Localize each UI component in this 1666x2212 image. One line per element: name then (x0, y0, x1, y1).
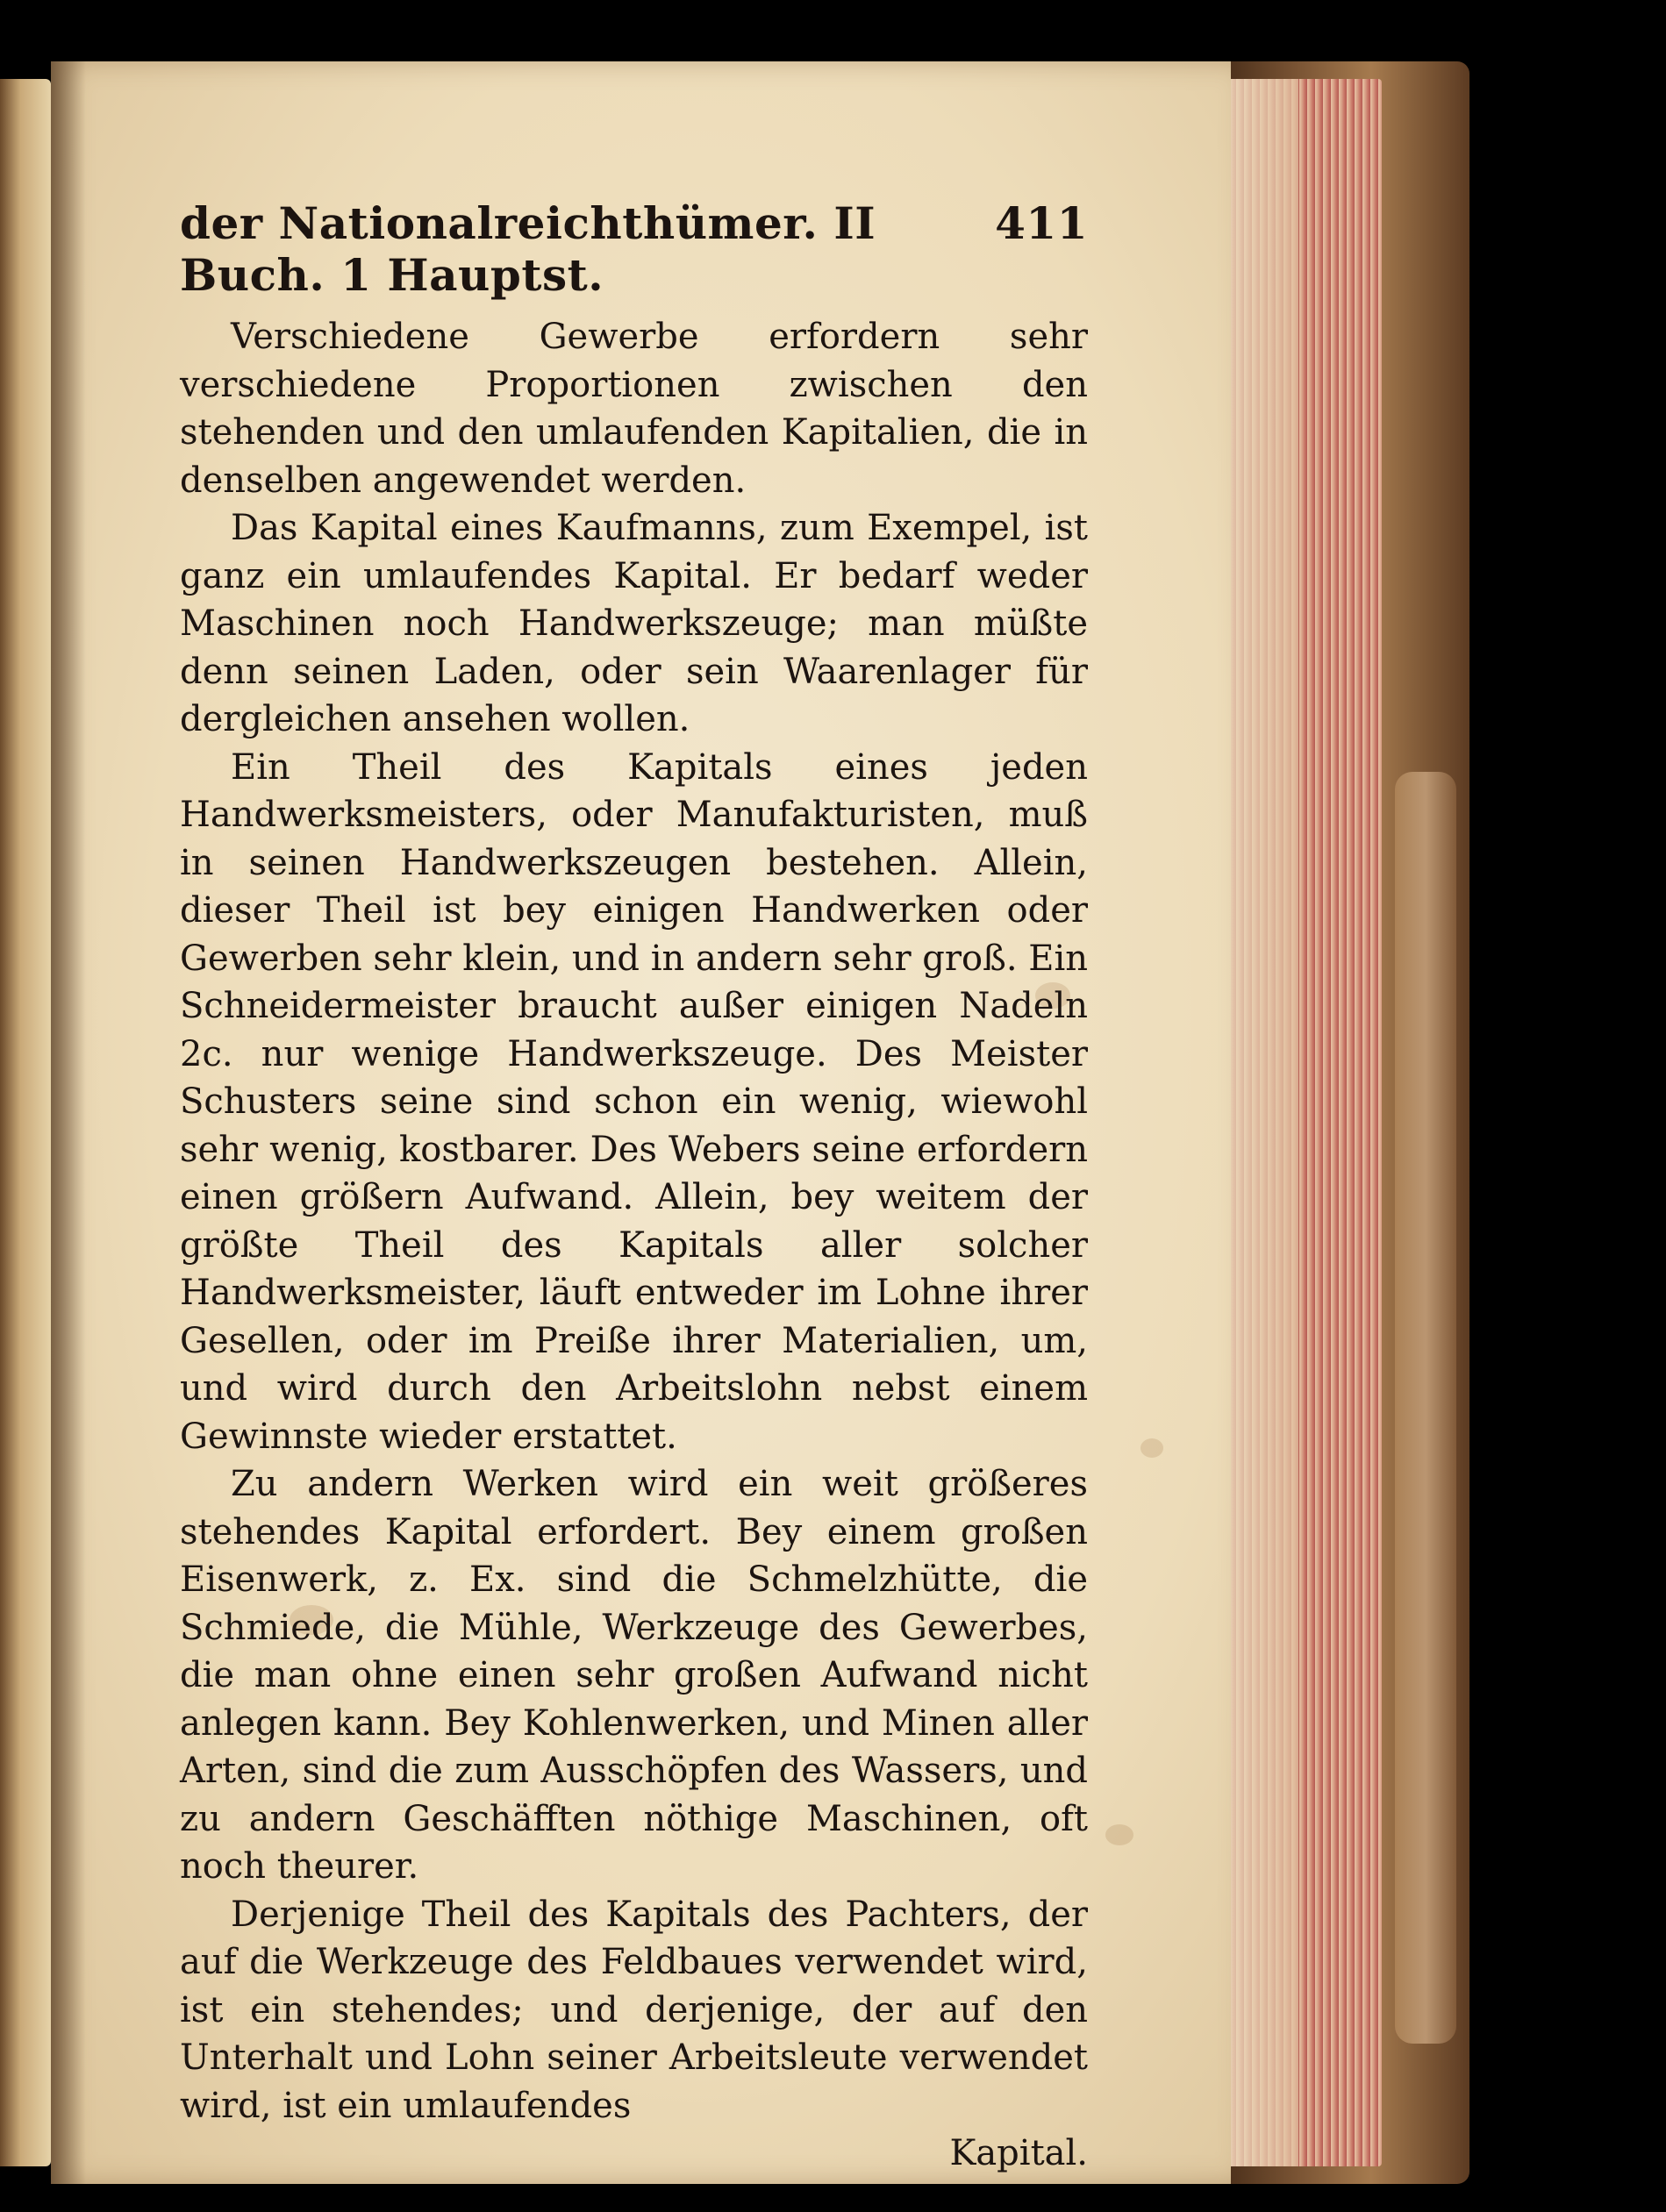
paragraph-final-word: Kapital. (949, 2133, 1088, 2173)
page-number: 411 (995, 197, 1088, 249)
paragraph: Derjenige Theil des Kapitals des Pachters, der auf die Werkzeuge des Feldbaues verwendet wird, ist ein stehendes; und derjenige, der auf den Unterhalt und Lohn seiner Arbeitsleute verwendet wird, ist ein umlaufendes (180, 1894, 1088, 2126)
paragraph: Ein Theil des Kapitals eines jeden Handwerksmeisters, oder Manufakturisten, muß in seinen Handwerkszeugen bestehen. Allein, dieser Theil ist bey einigen Handwerken oder Gewerben sehr klein, und in andern sehr groß. Ein Schneidermeister braucht außer einigen Nadeln 2c. nur wenige Handwerkszeuge. Des Meister Schusters seine sind schon ein wenig, wiewohl sehr wenig, kostbarer. Des Webers seine erfordern einen größern Aufwand. Allein, bey weitem der größte Theil des Kapitals aller solcher Handwerksmeister, läuft entweder im Lohne ihrer Gesellen, oder im Preiße ihrer Materialien, um, und wird durch den Arbeitslohn nebst einem Gewinnste wieder erstattet. (180, 746, 1088, 1457)
foxing-spot (1140, 1438, 1163, 1458)
paragraph: Zu andern Werken wird ein weit größeres stehendes Kapital erfordert. Bey einem großen Eisenwerk, z. Ex. sind die Schmelzhütte, die Schmiede, die Mühle, Werkzeuge des Gewerbes, die man ohne einen sehr großen Aufwand nicht anlegen kann. Bey Kohlenwerken, und Minen aller Arten, sind die zum Ausschöpfen des Wassers, und zu andern Geschäfften nöthige Maschinen, oft noch theurer. (180, 1464, 1088, 1887)
page-text (180, 197, 1088, 2178)
page-block-inner (1228, 79, 1298, 2166)
facing-page-edge (0, 79, 51, 2166)
cover-wear (1395, 772, 1456, 2044)
paragraph: Verschiedene Gewerbe erfordern sehr verschiedene Proportionen zwischen den stehenden und den umlaufenden Kapitalien, die in denselben angewendet werden. (180, 317, 1088, 501)
running-header (180, 197, 1088, 301)
paragraph: Das Kapital eines Kaufmanns, zum Exempel, ist ganz ein umlaufendes Kapital. Er bedarf weder Maschinen noch Handwerkszeuge; man müßte denn seinen Laden, oder sein Waarenlager für dergleichen ansehen wollen. (180, 508, 1088, 739)
foxing-spot (1105, 1824, 1133, 1845)
page-gutter (51, 61, 86, 2184)
running-title: der Nationalreichthümer. II Buch. 1 Hauptst. (180, 197, 876, 301)
